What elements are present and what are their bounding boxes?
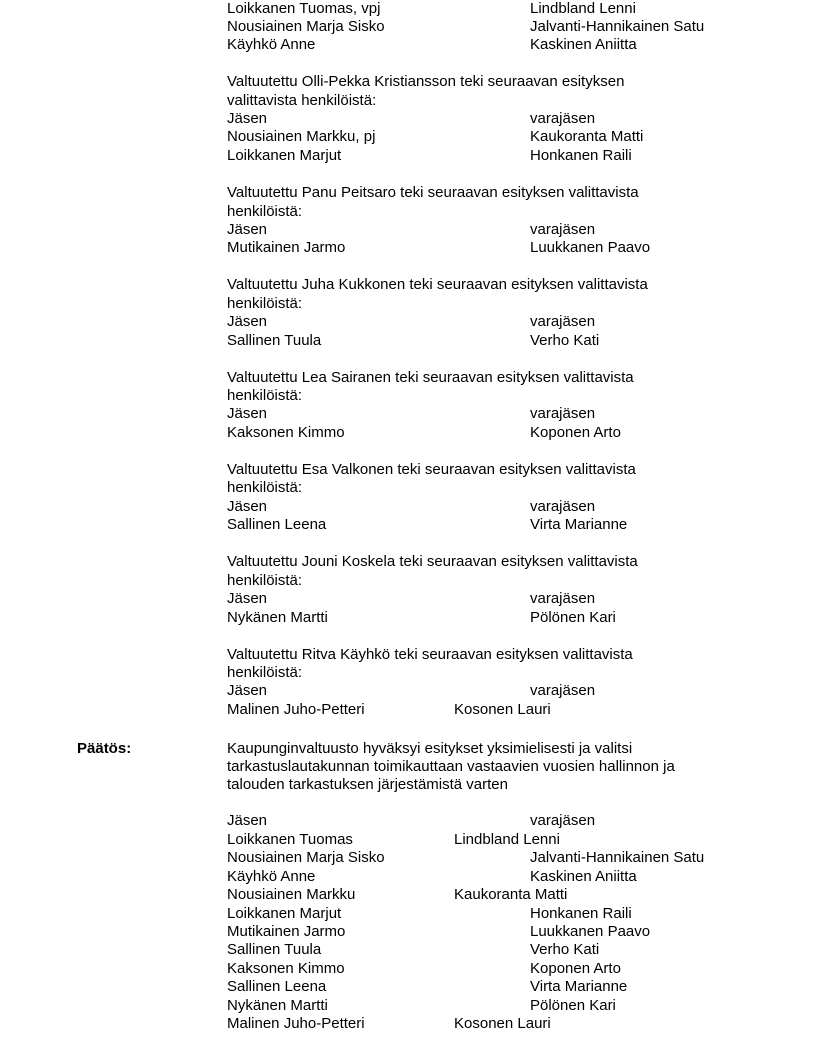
- deputy-name: Kaskinen Aniitta: [530, 868, 637, 885]
- member-name: Nousiainen Marja Sisko: [227, 18, 385, 35]
- member-header: Jäsen: [227, 812, 268, 829]
- member-name: Sallinen Leena: [227, 516, 327, 533]
- decision-label: Päätös:: [77, 740, 132, 757]
- proposal-intro: Valtuutettu Ritva Käyhkö teki seuraavan esityksen valittavista: [227, 646, 633, 663]
- deputy-header: varajäsen: [530, 313, 596, 330]
- proposal-intro: Valtuutettu Esa Valkonen teki seuraavan esityksen valittavista: [227, 461, 636, 478]
- deputy-name: Luukkanen Paavo: [530, 239, 651, 256]
- deputy-header: varajäsen: [530, 812, 596, 829]
- proposal-intro: Valtuutettu Juha Kukkonen teki seuraavan esityksen valittavista: [227, 276, 648, 293]
- member-name: Nousiainen Markku, pj: [227, 128, 376, 145]
- deputy-name: Virta Marianne: [530, 516, 628, 533]
- deputy-name: Pölönen Kari: [530, 997, 616, 1014]
- deputy-name: Verho Kati: [530, 332, 600, 349]
- proposal-intro: henkilöistä:: [227, 664, 303, 681]
- proposal-intro: Valtuutettu Lea Sairanen teki seuraavan esityksen valittavista: [227, 369, 634, 386]
- deputy-header: varajäsen: [530, 590, 596, 607]
- member-name: Nykänen Martti: [227, 997, 328, 1014]
- deputy-name: Koponen Arto: [530, 960, 621, 977]
- member-name: Loikkanen Tuomas, vpj: [227, 0, 381, 17]
- member-header: Jäsen: [227, 405, 268, 422]
- decision-text: talouden tarkastuksen järjestämistä varten: [227, 776, 508, 793]
- member-name: Malinen Juho-Petteri: [227, 1015, 365, 1032]
- member-name: Nousiainen Markku: [227, 886, 356, 903]
- deputy-name: Kosonen Lauri: [454, 1015, 551, 1032]
- deputy-name: Lindbland Lenni: [454, 831, 560, 848]
- member-header: Jäsen: [227, 590, 268, 607]
- deputy-header: varajäsen: [530, 405, 596, 422]
- member-name: Nousiainen Marja Sisko: [227, 849, 385, 866]
- proposal-intro: Valtuutettu Panu Peitsaro teki seuraavan esityksen valittavista: [227, 184, 639, 201]
- deputy-name: Jalvanti-Hannikainen Satu: [530, 849, 705, 866]
- member-name: Loikkanen Tuomas: [227, 831, 353, 848]
- member-name: Loikkanen Marjut: [227, 905, 342, 922]
- proposal-intro: Valtuutettu Jouni Koskela teki seuraavan esityksen valittavista: [227, 553, 638, 570]
- proposal-intro: valittavista henkilöistä:: [227, 92, 377, 109]
- proposal-intro: Valtuutettu Olli-Pekka Kristiansson teki seuraavan esityksen: [227, 73, 625, 90]
- member-header: Jäsen: [227, 221, 268, 238]
- member-name: Käyhkö Anne: [227, 868, 316, 885]
- deputy-name: Lindbland Lenni: [530, 0, 636, 17]
- proposal-intro: henkilöistä:: [227, 295, 303, 312]
- member-name: Loikkanen Marjut: [227, 147, 342, 164]
- member-name: Sallinen Leena: [227, 978, 327, 995]
- member-name: Malinen Juho-Petteri: [227, 701, 365, 718]
- deputy-name: Kaskinen Aniitta: [530, 36, 637, 53]
- deputy-name: Kosonen Lauri: [454, 701, 551, 718]
- member-name: Nykänen Martti: [227, 609, 328, 626]
- deputy-header: varajäsen: [530, 498, 596, 515]
- proposal-intro: henkilöistä:: [227, 479, 303, 496]
- deputy-name: Honkanen Raili: [530, 905, 632, 922]
- deputy-name: Luukkanen Paavo: [530, 923, 651, 940]
- member-name: Kaksonen Kimmo: [227, 960, 345, 977]
- member-name: Mutikainen Jarmo: [227, 239, 346, 256]
- deputy-header: varajäsen: [530, 221, 596, 238]
- deputy-name: Kaukoranta Matti: [454, 886, 568, 903]
- member-header: Jäsen: [227, 110, 268, 127]
- proposal-intro: henkilöistä:: [227, 387, 303, 404]
- member-name: Käyhkö Anne: [227, 36, 316, 53]
- deputy-name: Virta Marianne: [530, 978, 628, 995]
- deputy-name: Koponen Arto: [530, 424, 621, 441]
- member-name: Kaksonen Kimmo: [227, 424, 345, 441]
- deputy-header: varajäsen: [530, 682, 596, 699]
- member-header: Jäsen: [227, 313, 268, 330]
- deputy-name: Pölönen Kari: [530, 609, 616, 626]
- deputy-header: varajäsen: [530, 110, 596, 127]
- member-name: Sallinen Tuula: [227, 332, 322, 349]
- decision-text: Kaupunginvaltuusto hyväksyi esitykset yksimielisesti ja valitsi: [227, 740, 633, 757]
- deputy-name: Jalvanti-Hannikainen Satu: [530, 18, 705, 35]
- decision-text: tarkastuslautakunnan toimikauttaan vastaavien vuosien hallinnon ja: [227, 758, 675, 775]
- member-header: Jäsen: [227, 682, 268, 699]
- proposal-intro: henkilöistä:: [227, 203, 303, 220]
- member-name: Sallinen Tuula: [227, 941, 322, 958]
- deputy-name: Kaukoranta Matti: [530, 128, 644, 145]
- deputy-name: Verho Kati: [530, 941, 600, 958]
- member-name: Mutikainen Jarmo: [227, 923, 346, 940]
- member-header: Jäsen: [227, 498, 268, 515]
- proposal-intro: henkilöistä:: [227, 572, 303, 589]
- deputy-name: Honkanen Raili: [530, 147, 632, 164]
